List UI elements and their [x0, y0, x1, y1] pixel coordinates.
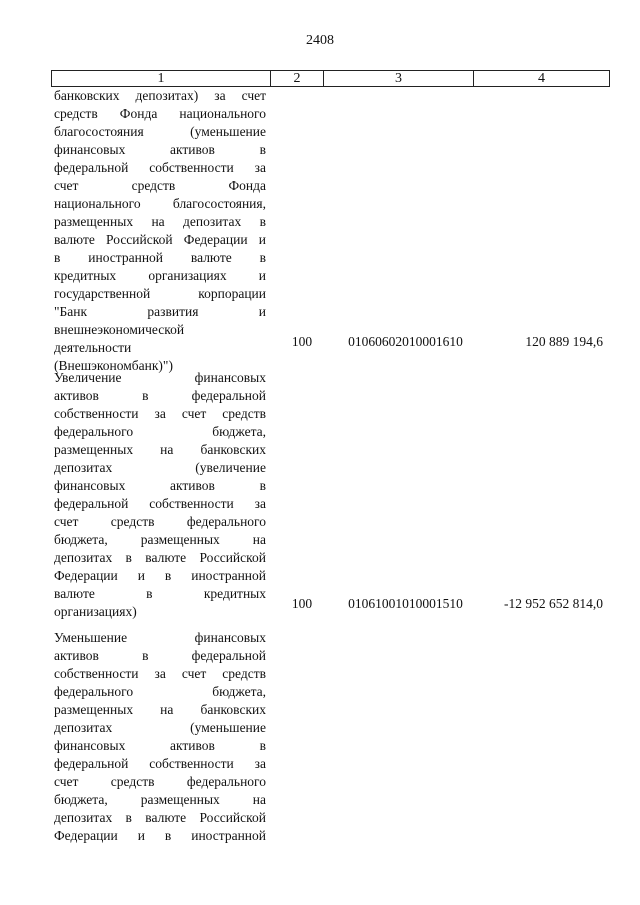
description-line: размещенных на банковских — [54, 442, 266, 457]
description-line: счет средств Фонда — [54, 178, 266, 193]
description-line: Федерации и в иностранной — [54, 828, 266, 843]
table-header — [51, 70, 610, 87]
description-line: благосостояния (уменьшение — [54, 124, 266, 139]
description-line: валюте в кредитных — [54, 586, 266, 601]
description-line: средств Фонда национального — [54, 106, 266, 121]
budget-code: 01060602010001610 — [348, 334, 463, 349]
admin-code: 100 — [291, 596, 313, 611]
description-line: собственности за счет средств — [54, 406, 266, 421]
description-line: счет средств федерального — [54, 514, 266, 529]
description-line: "Банк развития и — [54, 304, 266, 319]
description-line: финансовых активов в — [54, 478, 266, 493]
description-line: счет средств федерального — [54, 774, 266, 789]
description-line: кредитных организациях и — [54, 268, 266, 283]
header-col-2: 2 — [271, 71, 324, 86]
description-line: бюджета, размещенных на — [54, 532, 266, 547]
description-line: в иностранной валюте в — [54, 250, 266, 265]
description-line: банковских депозитах) за счет — [54, 88, 266, 103]
header-col-1: 1 — [52, 71, 271, 86]
description-line: размещенных на банковских — [54, 702, 266, 717]
description-line: валюте Российской Федерации и — [54, 232, 266, 247]
description-line: депозитах в валюте Российской — [54, 810, 266, 825]
amount-value: 120 889 194,6 — [525, 334, 603, 349]
description-line: федеральной собственности за — [54, 160, 266, 175]
description-line: (Внешэкономбанк)") — [54, 358, 173, 373]
description-line: собственности за счет средств — [54, 666, 266, 681]
description-line: государственной корпорации — [54, 286, 266, 301]
description-line: активов в федеральной — [54, 388, 266, 403]
row-description — [54, 87, 266, 375]
description-line: активов в федеральной — [54, 648, 266, 663]
description-line: размещенных на депозитах в — [54, 214, 266, 229]
description-line: депозитах (уменьшение — [54, 720, 266, 735]
description-line: федерального бюджета, — [54, 684, 266, 699]
page-number: 2408 — [306, 33, 334, 48]
description-line: национального благосостояния, — [54, 196, 266, 211]
description-line: Федерации и в иностранной — [54, 568, 266, 583]
amount-value: -12 952 652 814,0 — [504, 596, 603, 611]
admin-code: 100 — [291, 334, 313, 349]
description-line: финансовых активов в — [54, 142, 266, 157]
description-line: внешнеэкономической — [54, 322, 185, 337]
description-line: Увеличение финансовых — [54, 370, 266, 385]
description-line: Уменьшение финансовых — [54, 630, 266, 645]
header-col-3: 3 — [324, 71, 474, 86]
row-description — [54, 369, 266, 621]
description-line: депозитах в валюте Российской — [54, 550, 266, 565]
budget-code: 01061001010001510 — [348, 596, 463, 611]
header-col-4: 4 — [538, 71, 545, 86]
description-line: федеральной собственности за — [54, 496, 266, 511]
description-line: организациях) — [54, 604, 137, 619]
description-line: финансовых активов в — [54, 738, 266, 753]
description-line: федеральной собственности за — [54, 756, 266, 771]
row-description — [54, 629, 266, 845]
description-line: деятельности — [54, 340, 132, 355]
description-line: депозитах (увеличение — [54, 460, 266, 475]
description-line: федерального бюджета, — [54, 424, 266, 439]
description-line: бюджета, размещенных на — [54, 792, 266, 807]
